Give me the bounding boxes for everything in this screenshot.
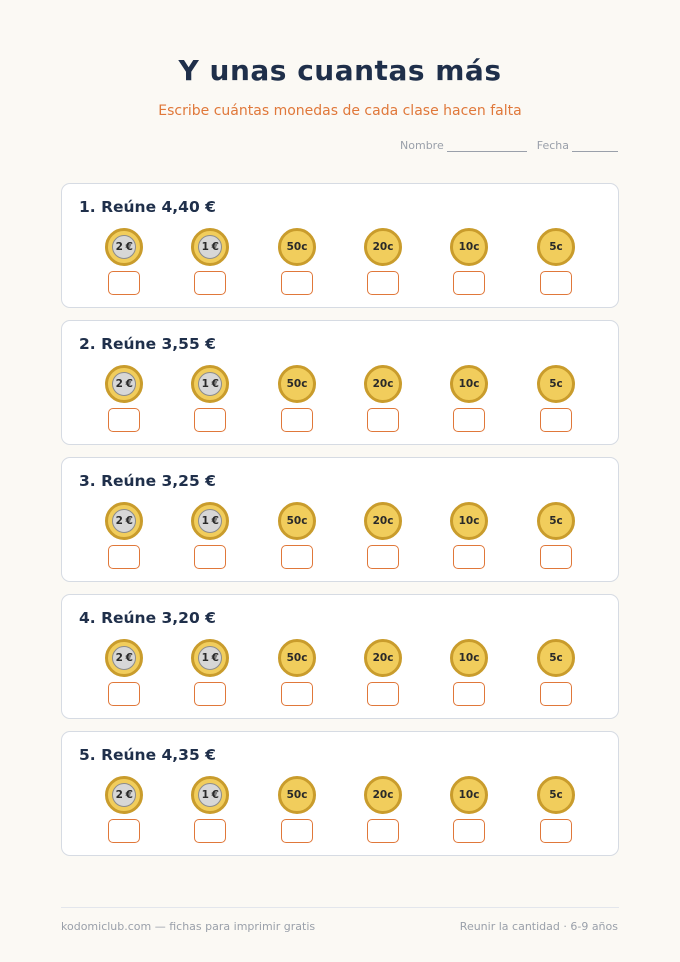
coin-column — [102, 502, 146, 569]
coin-label: 1 € — [198, 646, 222, 670]
coin-column — [361, 776, 405, 843]
coin-column — [102, 365, 146, 432]
answer-box[interactable] — [108, 408, 140, 432]
answer-box[interactable] — [367, 545, 399, 569]
coin-icon — [105, 776, 143, 814]
answer-box[interactable] — [453, 271, 485, 295]
answer-box[interactable] — [453, 545, 485, 569]
coin-column — [534, 502, 578, 569]
coin-label: 2 € — [112, 372, 136, 396]
coin-row — [62, 776, 620, 848]
coin-column — [534, 776, 578, 843]
answer-box[interactable] — [540, 408, 572, 432]
answer-box[interactable] — [194, 682, 226, 706]
coin-label: 20c — [372, 241, 394, 253]
coin-icon — [364, 639, 402, 677]
coin-column — [361, 502, 405, 569]
date-field[interactable] — [537, 139, 618, 152]
exercise-card — [61, 457, 619, 582]
coin-icon — [537, 228, 575, 266]
coin-column — [275, 228, 319, 295]
coin-label: 20c — [372, 378, 394, 390]
coin-icon — [191, 228, 229, 266]
coin-label: 1 € — [198, 235, 222, 259]
answer-box[interactable] — [108, 819, 140, 843]
coin-column — [102, 639, 146, 706]
coin-label: 5c — [549, 515, 563, 527]
answer-box[interactable] — [281, 682, 313, 706]
exercise-card — [61, 320, 619, 445]
coin-icon — [364, 365, 402, 403]
subtitle: Escribe cuántas monedas de cada clase hacen falta — [158, 103, 522, 119]
answer-box[interactable] — [540, 682, 572, 706]
coin-label: 5c — [549, 789, 563, 801]
answer-box[interactable] — [281, 408, 313, 432]
coin-column — [447, 228, 491, 295]
coin-label: 50c — [286, 378, 308, 390]
page-title: Y unas cuantas más — [178, 54, 502, 87]
coin-column — [361, 639, 405, 706]
answer-box[interactable] — [540, 819, 572, 843]
exercise-title: 1. Reúne 4,40 € — [79, 198, 216, 216]
name-line — [447, 142, 527, 152]
coin-column — [275, 639, 319, 706]
name-label: Nombre — [400, 139, 444, 152]
coin-icon — [450, 776, 488, 814]
coin-icon — [278, 228, 316, 266]
answer-box[interactable] — [194, 545, 226, 569]
coin-column — [447, 502, 491, 569]
coin-icon — [450, 365, 488, 403]
coin-column — [102, 776, 146, 843]
coin-column — [361, 365, 405, 432]
coin-icon — [364, 776, 402, 814]
coin-icon — [278, 639, 316, 677]
coin-label: 5c — [549, 652, 563, 664]
coin-label: 1 € — [198, 509, 222, 533]
coin-column — [534, 365, 578, 432]
coin-icon — [537, 776, 575, 814]
coin-row — [62, 228, 620, 300]
coin-label: 2 € — [112, 509, 136, 533]
coin-column — [534, 228, 578, 295]
footer-site: kodomiclub.com — fichas para imprimir gratis — [61, 920, 316, 933]
coin-icon — [537, 639, 575, 677]
coin-label: 2 € — [112, 646, 136, 670]
exercise-title: 3. Reúne 3,25 € — [79, 472, 216, 490]
coin-icon — [537, 502, 575, 540]
coin-label: 2 € — [112, 235, 136, 259]
answer-box[interactable] — [281, 271, 313, 295]
exercise-card — [61, 183, 619, 308]
answer-box[interactable] — [281, 819, 313, 843]
coin-label: 50c — [286, 515, 308, 527]
answer-box[interactable] — [540, 271, 572, 295]
coin-icon — [278, 365, 316, 403]
coin-label: 10c — [458, 241, 480, 253]
name-field[interactable] — [400, 139, 527, 152]
answer-box[interactable] — [367, 682, 399, 706]
answer-box[interactable] — [367, 271, 399, 295]
name-date-fields — [400, 139, 618, 152]
coin-label: 10c — [458, 789, 480, 801]
coin-column — [275, 502, 319, 569]
coin-icon — [105, 639, 143, 677]
answer-box[interactable] — [540, 545, 572, 569]
coin-label: 1 € — [198, 783, 222, 807]
coin-label: 20c — [372, 789, 394, 801]
coin-icon — [364, 502, 402, 540]
coin-icon — [450, 228, 488, 266]
coin-column — [275, 365, 319, 432]
coin-column — [534, 639, 578, 706]
coin-label: 20c — [372, 652, 394, 664]
coin-icon — [450, 502, 488, 540]
coin-column — [361, 228, 405, 295]
exercise-card — [61, 731, 619, 856]
coin-column — [447, 365, 491, 432]
answer-box[interactable] — [367, 819, 399, 843]
date-line — [572, 142, 618, 152]
exercise-title: 5. Reúne 4,35 € — [79, 746, 216, 764]
exercise-title: 4. Reúne 3,20 € — [79, 609, 216, 627]
coin-icon — [450, 639, 488, 677]
coin-label: 10c — [458, 378, 480, 390]
answer-box[interactable] — [108, 682, 140, 706]
exercise-list — [61, 183, 619, 868]
coin-column — [188, 365, 232, 432]
coin-icon — [105, 365, 143, 403]
exercise-card — [61, 594, 619, 719]
date-label: Fecha — [536, 139, 569, 152]
coin-label: 50c — [286, 652, 308, 664]
coin-icon — [537, 365, 575, 403]
coin-icon — [191, 776, 229, 814]
coin-label: 10c — [458, 515, 480, 527]
answer-box[interactable] — [453, 682, 485, 706]
coin-column — [447, 639, 491, 706]
coin-icon — [191, 365, 229, 403]
coin-icon — [278, 502, 316, 540]
answer-box[interactable] — [453, 408, 485, 432]
coin-column — [188, 776, 232, 843]
coin-row — [62, 365, 620, 437]
footer-divider — [61, 907, 619, 908]
answer-box[interactable] — [194, 271, 226, 295]
coin-label: 20c — [372, 515, 394, 527]
coin-label: 2 € — [112, 783, 136, 807]
coin-column — [188, 502, 232, 569]
answer-box[interactable] — [453, 819, 485, 843]
coin-column — [188, 228, 232, 295]
coin-icon — [364, 228, 402, 266]
coin-icon — [191, 639, 229, 677]
coin-icon — [191, 502, 229, 540]
coin-label: 10c — [458, 652, 480, 664]
coin-row — [62, 502, 620, 574]
coin-column — [188, 639, 232, 706]
exercise-title: 2. Reúne 3,55 € — [79, 335, 216, 353]
coin-label: 1 € — [198, 372, 222, 396]
coin-column — [275, 776, 319, 843]
answer-box[interactable] — [367, 408, 399, 432]
answer-box[interactable] — [108, 545, 140, 569]
coin-label: 5c — [549, 241, 563, 253]
coin-icon — [278, 776, 316, 814]
coin-label: 50c — [286, 241, 308, 253]
coin-icon — [105, 228, 143, 266]
coin-row — [62, 639, 620, 711]
footer-topic: Reunir la cantidad · 6-9 años — [459, 920, 618, 933]
answer-box[interactable] — [108, 271, 140, 295]
answer-box[interactable] — [281, 545, 313, 569]
coin-label: 5c — [549, 378, 563, 390]
answer-box[interactable] — [194, 819, 226, 843]
answer-box[interactable] — [194, 408, 226, 432]
coin-column — [102, 228, 146, 295]
coin-column — [447, 776, 491, 843]
coin-label: 50c — [286, 789, 308, 801]
coin-icon — [105, 502, 143, 540]
